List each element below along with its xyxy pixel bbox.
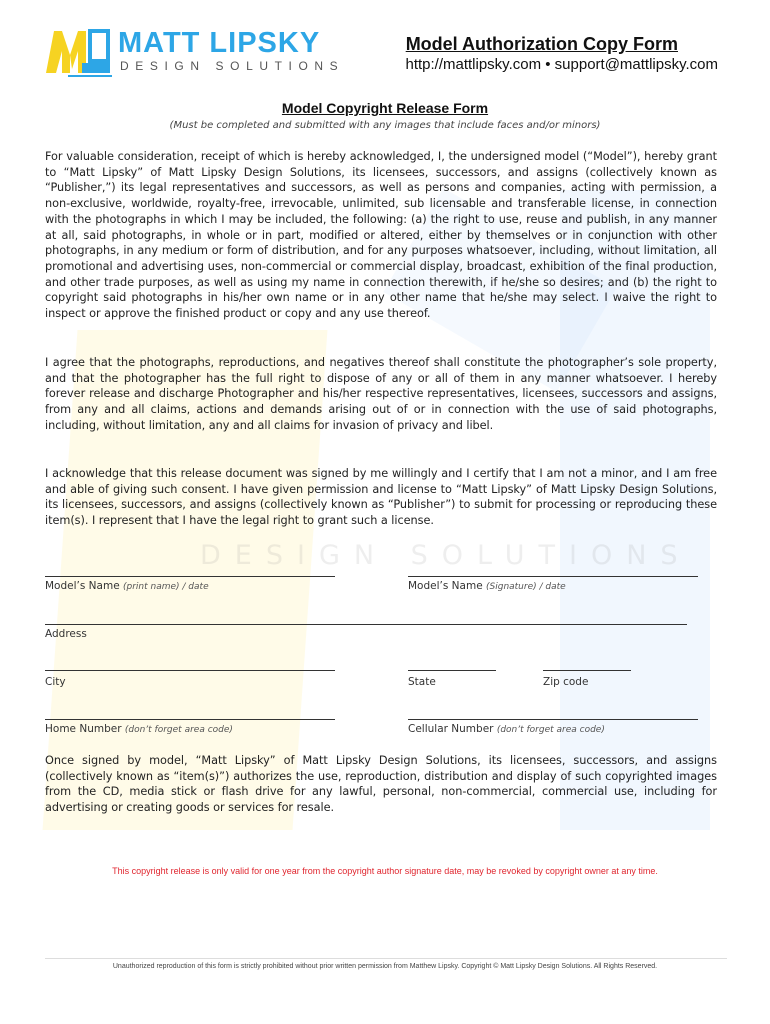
home-number-hint: (don’t forget area code) [124, 725, 233, 735]
model-signature-hint: (Signature) / date [486, 582, 566, 592]
paragraph-grant: For valuable consideration, receipt of which is hereby acknowledged, I, the undersigned model (“Model”), hereby grant to “Matt Lipsky” of Matt Lipsky Design Solutions, its licensees, successors, and assigns (collectively known as “Publisher,”) its legal representatives and successors, as well as persons and companies, acting with permission, a non-exclusive, worldwide, royalty-free, irrevocable, unlimited, sub licensable and transferable license, in connection with the photographs in which I may be included, the following: (a) the right to use, reuse and publish, in any manner at all, said photographs, in whole or in part, modified or altered, either by themselves or in conjunction with other photographs, in any medium or form of distribution, and for any purposes whatsoever, including, without limitation, all promotional and advertising uses, non-commercial or commercial display, broadcast, exhibition of the final production, and other trade purposes, as well as using my name in connection therewith, if he/she so desires; and (b) the right to copyright said photographs in his/her own name or in any other name that he/she may select. I waive the right to inspect or approve the finished product or copy and any use thereof. [45, 150, 717, 321]
header-contact[interactable]: http://mattlipsky.com • support@mattlipsky.com [405, 56, 718, 73]
footer-copyright: Unauthorized reproduction of this form is strictly prohibited without prior written permission from Matthew Lipsky. Copyright © Matt Lipsky Design Solutions. All Rights Reserved. [112, 963, 658, 970]
cellular-number-field[interactable] [408, 719, 698, 720]
model-signature-field[interactable] [408, 576, 698, 577]
city-label: City [45, 676, 66, 688]
city-field[interactable] [45, 670, 335, 671]
home-number-text: Home Number [45, 723, 122, 735]
home-number-field[interactable] [45, 719, 335, 720]
cellular-number-hint: (don’t forget area code) [496, 725, 605, 735]
form-note: (Must be completed and submitted with any images that include faces and/or minors) [169, 120, 601, 131]
paragraph-acknowledge: I acknowledge that this release document was signed by me willingly and I certify that I am not a minor, and I am free and able of giving such consent. I have given permission and license to “Matt Lipsky” of Matt Lipsky Design Solutions, its licensees, successors, and assigns (collectively known as “Publisher”) to submit for processing or reproducing these item(s). I represent that I have the legal right to grant such a license. [45, 467, 717, 528]
model-name-label [45, 580, 209, 592]
model-name-hint: (print name) / date [123, 582, 209, 592]
model-signature-text: Model’s Name [408, 580, 483, 592]
logo-name: MATT LIPSKY [118, 27, 321, 59]
paragraph-authorization: Once signed by model, “Matt Lipsky” of Matt Lipsky Design Solutions, its licensees, successors, and assigns (collectively known as “item(s)”) authorizes the use, reproduction, distribution and display of such copyrighted images from the CD, media stick or flash drive for any lawful, personal, non-commercial, commercial use, including for advertising or creating goods or services for resale. [45, 754, 717, 815]
address-label: Address [45, 628, 87, 640]
state-label: State [408, 676, 436, 688]
matt-lipsky-logo-icon [44, 25, 112, 79]
address-field[interactable] [45, 624, 687, 625]
paragraph-release: I agree that the photographs, reproductions, and negatives thereof shall constitute the photographer’s sole property, and that the photographer has the full right to dispose of any or all of them in any manner whatsoever. I hereby forever release and discharge Photographer and his/her respective representatives, licensees, successors and assigns, from any and all claims, actions and demands arising out of or in connection with the use of said photographs, including, without limitation, any and all claims for invasion of privacy and libel. [45, 356, 717, 432]
home-number-label [45, 723, 233, 735]
zip-label: Zip code [543, 676, 589, 688]
zip-field[interactable] [543, 670, 631, 671]
model-signature-label [408, 580, 566, 592]
footer-divider [45, 958, 727, 959]
state-field[interactable] [408, 670, 496, 671]
model-name-field[interactable] [45, 576, 335, 577]
model-name-text: Model’s Name [45, 580, 120, 592]
logo [44, 25, 354, 80]
watermark-text: DESIGN SOLUTIONS [200, 540, 692, 571]
header-title: Model Authorization Copy Form [405, 34, 678, 54]
validity-disclaimer: This copyright release is only valid for one year from the copyright author signature date, may be revoked by copyright owner at any time. [112, 866, 658, 876]
cellular-number-text: Cellular Number [408, 723, 494, 735]
cellular-number-label [408, 723, 605, 735]
logo-subtitle: DESIGN SOLUTIONS [120, 59, 345, 73]
form-title: Model Copyright Release Form [281, 100, 489, 116]
